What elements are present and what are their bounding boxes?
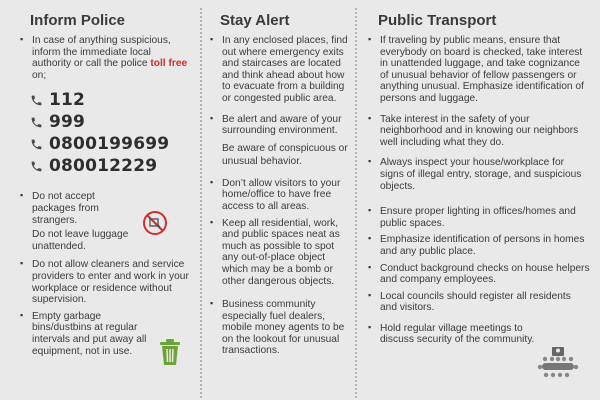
inspect-bullet: ▪ Always inspect your house/workplace for signs of illegal entry, storage, and suspicious objects.	[368, 157, 590, 192]
police-intro	[20, 35, 192, 81]
cleaners-bullet: ▪ Do not allow cleaners and service providers to enter and work in your workplace or residence without supervision.	[20, 259, 192, 305]
phone-icon	[30, 116, 43, 129]
phone-number: 0800199699	[49, 134, 170, 155]
no-package-icon	[142, 210, 168, 236]
phone-icon	[30, 138, 43, 151]
packages-tip	[20, 191, 132, 252]
inform-police-column	[0, 0, 200, 400]
neighborhood-bullet: ▪ Take interest in the safety of your neighborhood and in knowing our neighbors well including what they do.	[368, 114, 590, 149]
police-intro-end: on;	[32, 69, 47, 81]
phone-list	[30, 89, 192, 177]
phone-number-row[interactable]	[30, 155, 192, 177]
alert-aware-bullet: ▪ Be alert and aware of your surrounding environment.	[210, 114, 348, 137]
phone-number: 080012229	[49, 156, 158, 177]
phone-number-row[interactable]	[30, 111, 192, 133]
column-divider-2	[355, 8, 357, 398]
business-bullet: ▪ Business community especially fuel dealers, mobile money agents to be on the lookout for unusual transactions.	[210, 299, 348, 357]
public-transport-title: Public Transport	[378, 12, 497, 29]
phone-number: 112	[49, 90, 86, 111]
packages-bullet: ▪ Do not accept packages from strangers.	[20, 191, 132, 226]
meetings-bullet: ▪ Hold regular village meetings to discuss security of the community.	[368, 323, 540, 346]
inform-police-title: Inform Police	[30, 12, 126, 29]
meeting-icon	[536, 346, 580, 380]
exits-bullet: ▪ In any enclosed places, find out where emergency exits and staircases are located and think ahead about how to evacuate from a building or congested public area.	[210, 35, 348, 105]
phone-icon	[30, 94, 43, 107]
phone-icon	[30, 160, 43, 173]
stay-alert-column	[202, 0, 352, 400]
conspicuous-note: Be aware of conspicuous or unusual behavior.	[222, 142, 348, 168]
identification-bullet: ▪ Emphasize identification of persons in homes and any public place.	[368, 234, 590, 257]
lighting-bullet: ▪ Ensure proper lighting in offices/homes and public spaces.	[368, 206, 590, 229]
traveling-bullet: ▪ If traveling by public means, ensure that everybody on board is checked, take interest in unattended luggage, and take cognizance of unusual behavior of fellow passengers or anything unusual. Emphasize identification of persons and luggage.	[368, 35, 590, 105]
background-checks-bullet: ▪ Conduct background checks on house helpers and company employees.	[368, 263, 590, 286]
phone-number-row[interactable]	[30, 89, 192, 111]
phone-number: 999	[49, 112, 86, 133]
public-transport-column	[360, 0, 600, 400]
neat-spaces-bullet: ▪ Keep all residential, work, and public spaces neat as much as possible to spot any out-of-place object which may be a bomb or other dangerous objects.	[210, 218, 348, 288]
phone-number-row[interactable]	[30, 133, 192, 155]
garbage-bullet: ▪ Empty garbage bins/dustbins at regular intervals and put away all equipment, not in use.	[20, 311, 150, 357]
garbage-bin-icon	[158, 337, 182, 367]
visitors-bullet: ▪ Don’t allow visitors to your home/office to have free access to all areas.	[210, 178, 348, 213]
stay-alert-title: Stay Alert	[220, 12, 290, 29]
police-intro-text: In case of anything suspicious, inform the immediate local authority or call the police	[32, 35, 171, 70]
toll-free-highlight: toll free	[150, 58, 188, 70]
luggage-note: Do not leave luggage unattended.	[32, 229, 129, 252]
register-bullet: ▪ Local councils should register all residents and visitors.	[368, 291, 590, 314]
